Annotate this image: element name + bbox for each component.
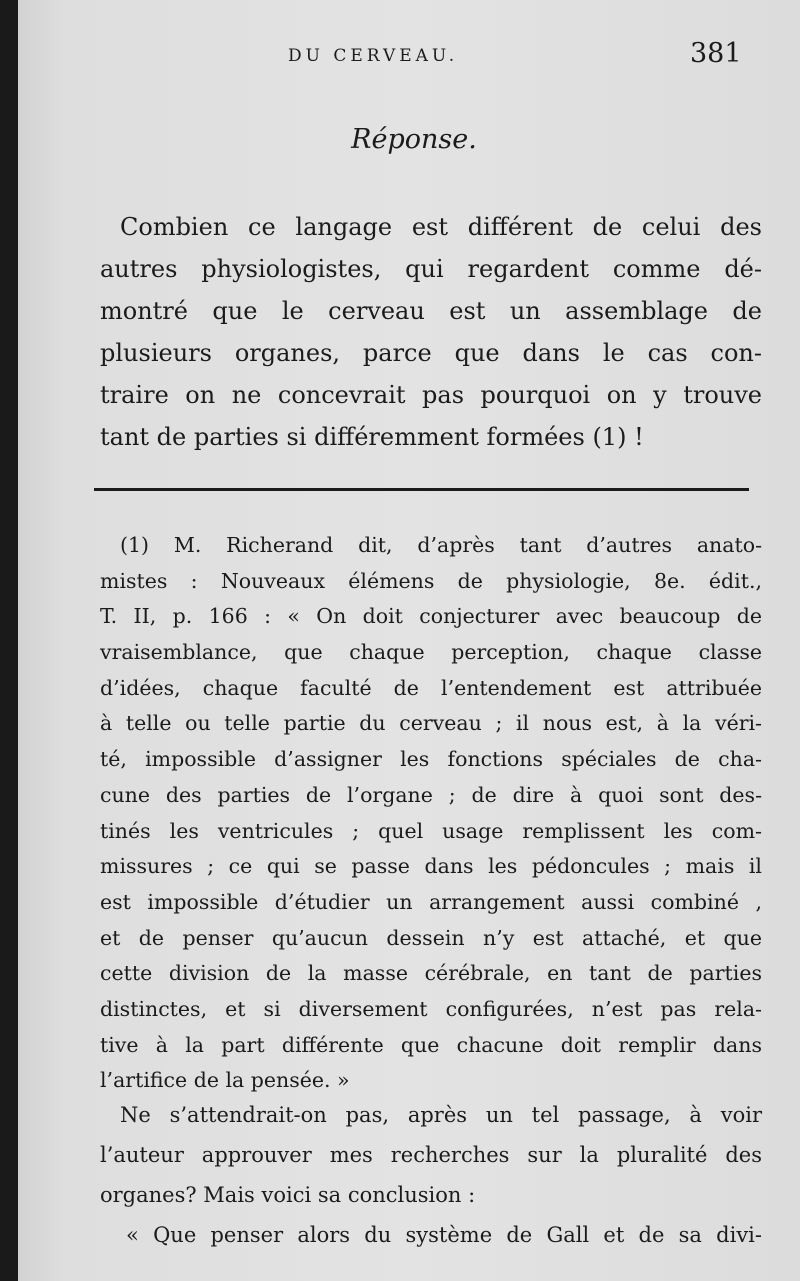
footnote-line: T. II, p. 166 : « On doit conjecturer avec beaucoup de [100,604,762,629]
text-line: montré que le cerveau est un assemblage de [100,297,762,325]
footnote-line: tive à la part différente que chacune doit remplir dans [100,1032,762,1057]
text-line: autres physiologistes, qui regardent comme dé- [100,255,762,283]
section-heading: Réponse. [351,124,477,155]
footnote-line: té, impossible d’assigner les fonctions spéciales de cha- [100,747,762,772]
book-page [18,0,800,1281]
paragraph-main [100,206,762,458]
page-number: 381 [690,38,742,69]
footnote-line: cette division de la masse cérébrale, en tant de parties [100,961,762,986]
running-title: DU CERVEAU. [288,46,459,66]
text-line: traire on ne concevrait pas pourquoi on y trouve [100,381,762,409]
text-line: tant de parties si différemment formées (1) ! [100,423,644,451]
quote-line: « Que penser alors du système de Gall et de sa divi- [126,1223,762,1247]
footnote-divider [94,488,749,491]
page-header [18,38,800,78]
footnote-line: vraisemblance, que chaque perception, chaque classe [100,640,762,665]
footnote-line: missures ; ce qui se passe dans les pédoncules ; mais il [100,854,762,879]
footnote-line: est impossible d’étudier un arrangement aussi combiné , [100,889,762,914]
footnote-line: d’idées, chaque faculté de l’entendement est attribuée [100,675,762,700]
footnote-line: distinctes, et si diversement configurées, n’est pas rela- [100,996,762,1021]
footnote-line: tinés les ventricules ; quel usage remplissent les com- [100,818,762,843]
footnote [100,528,762,1099]
text-line: organes? Mais voici sa conclusion : [100,1183,476,1207]
paragraph-continuation [100,1095,762,1255]
footnote-line: mistes : Nouveaux élémens de physiologie, 8e. édit., [100,568,762,593]
text-line: Combien ce langage est différent de celui des [120,213,762,241]
text-line: Ne s’attendrait-on pas, après un tel passage, à voir [120,1103,762,1127]
footnote-line: l’artifice de la pensée. » [100,1068,350,1093]
footnote-line: à telle ou telle partie du cerveau ; il nous est, à la véri- [100,711,762,736]
footnote-line: (1) M. Richerand dit, d’après tant d’autres anato- [120,533,762,557]
text-line: l’auteur approuver mes recherches sur la pluralité des [100,1143,762,1167]
footnote-line: cune des parties de l’organe ; de dire à quoi sont des- [100,782,762,807]
text-line: plusieurs organes, parce que dans le cas con- [100,339,762,367]
footnote-line: et de penser qu’aucun dessein n’y est attaché, et que [100,925,762,950]
